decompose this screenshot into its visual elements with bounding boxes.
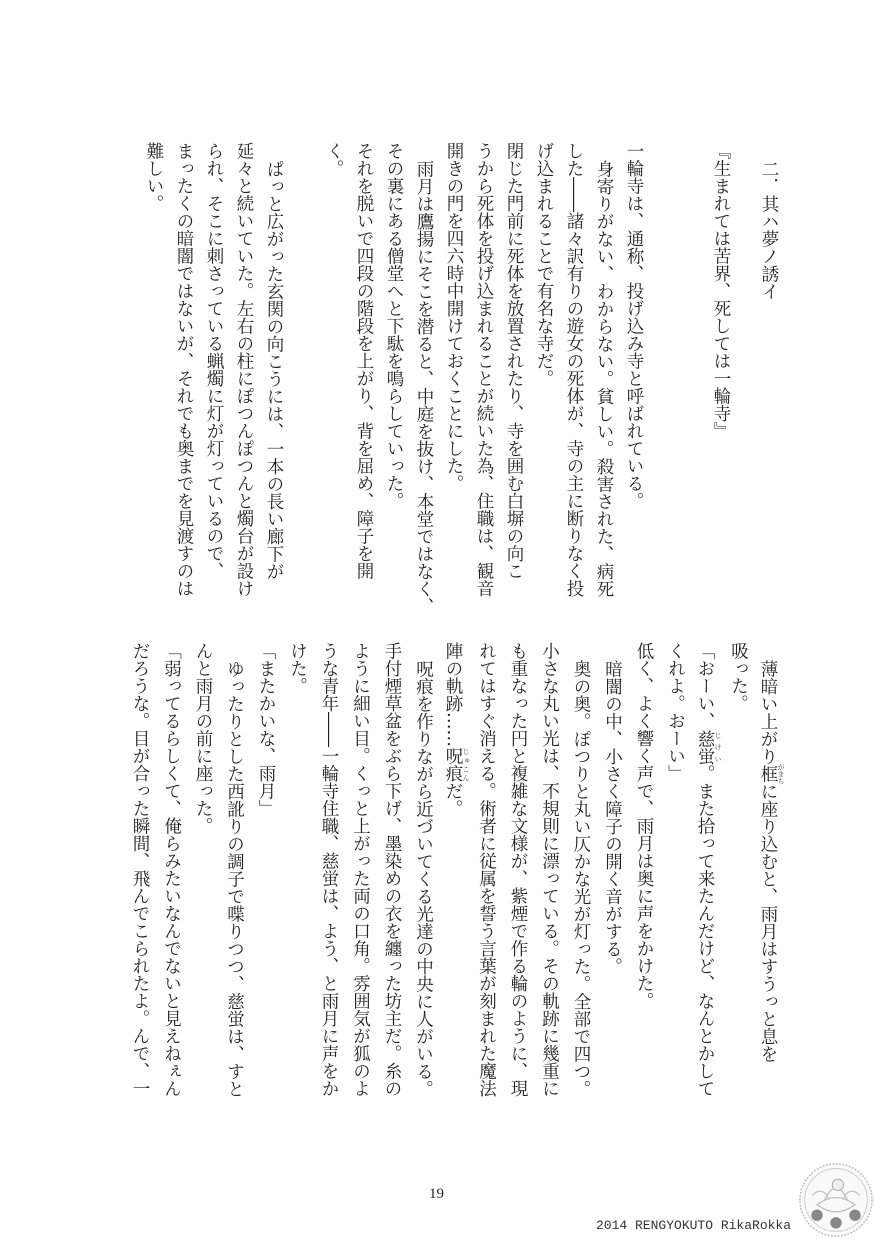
text-segment: 吸った。 [728,642,749,712]
text-line [259,142,289,604]
text-segment: げ込まれることで有名な寺だ。 [534,142,554,387]
text-segment: 奥の奥。ぽつりと丸い仄かな光が灯った。全部で四つ。 [571,659,591,1097]
text-line [409,142,439,615]
text-segment: うから死体を投げ込まれることが続いた為、住職は、観音 [474,142,494,597]
text-line [289,142,319,604]
text-segment: くれよ。おーい」 [665,642,686,782]
text-line [589,142,619,604]
furigana: じけい [714,729,722,765]
text-line [659,642,691,1104]
text-line [407,642,439,1104]
text-line [619,142,649,604]
text-line [722,642,754,1104]
text-segment: 陣の軌跡…… [443,642,463,747]
text-line [469,142,499,604]
text-line [139,142,169,604]
text-segment: 身寄りがない、わからない。貧しい。殺害された、病死 [594,159,614,597]
furigana: じゅこん [462,747,470,782]
text-line [559,142,589,604]
text-line [124,642,156,1104]
text-segment: けた。 [287,642,308,695]
text-segment: 難しい。 [144,142,164,212]
text-line [229,142,259,604]
text-segment: ぱっと広がった玄関の向こうには、一本の長い廊下が [264,159,284,580]
footer-credit: 2014 RENGYOKUTO RikaRokka [596,1218,792,1233]
upper-text-block [139,142,784,615]
text-line [169,142,199,604]
text-segment: 二．其ハ夢ノ誘イ [759,159,779,300]
text-segment: れてはすぐ消える。術者に従属を誓う言葉が刻まれた魔法 [476,642,497,1097]
text-line [439,642,471,1104]
text-line [281,642,313,1104]
text-segment: 。また拾って来たんだけど、なんとかして [695,764,715,1097]
text-line [499,142,529,604]
text-line [628,642,660,1104]
text-segment: うな青年――一輪寺住職、慈蛍は、よう、と雨月に声をか [319,642,339,1097]
chapter-title [754,142,784,604]
text-segment: だろうな。目が合った瞬間、飛んでこられたよ。んで、一 [130,642,150,1097]
text-segment: だ。 [443,782,463,817]
text-line [754,642,786,1104]
text-segment: 雨月は鷹揚にそこを潜ると、中庭を抜け、本堂ではなく、 [414,159,434,615]
text-segment: んと雨月の前に座った。 [193,642,213,835]
text-segment: した――諸々訳有りの遊女の死体が、寺の主に断りなく投 [564,142,584,597]
text-segment: 低く、よく響く声で、雨月は奥に声をかけた。 [634,642,654,1010]
text-line [439,142,469,604]
text-segment: 「おーい、 [695,642,715,730]
text-line [187,642,219,1104]
ruby-text: 呪痕 じゅこん [443,747,470,782]
text-segment: 閉じた門前に死体を放置されたり、寺を囲む白塀の向こ [504,142,524,580]
text-line [199,142,229,604]
text-segment: られ、そこに刺さっている蝋燭に灯が灯っているので、 [204,142,224,580]
text-line [344,642,376,1104]
text-line [502,642,534,1104]
ruby-text: 慈蛍 じけい [695,729,722,765]
text-segment: 一輪寺は、通称、投げ込み寺と呼ばれている。 [624,142,644,510]
text-segment: それを脱いで四段の階段を上がり、背を屈め、障子を開 [354,142,374,580]
text-segment: まったくの暗闇ではないが、それでも奥までを見渡すのは [174,142,194,597]
text-segment: ゆったりとした西訛りの調子で喋りつつ、慈蛍は、すと [224,659,245,1097]
text-segment: 呪痕を作りながら近づいてくる光達の中央に人がいる。 [413,659,434,1097]
text-line [379,142,409,604]
text-line [155,642,187,1104]
text-segment: 「またかいな、雨月」 [256,642,276,817]
text-segment: 「弱ってるらしくて、俺らみたいなんでないと見えねぇん [161,642,182,1097]
lower-text-block [124,642,786,1104]
text-line [691,642,723,1104]
text-line [313,642,345,1104]
text-line [596,642,628,1104]
text-segment: その裏にある僧堂へと下駄を鳴らしていった。 [384,142,404,510]
text-segment: ように細い目。くっと上がった両の口角。雰囲気が狐のよ [350,642,371,1097]
text-line [470,642,502,1104]
section-heading [706,142,736,604]
text-segment: 開きの門を四六時中開けておくことにした。 [444,142,464,492]
ruby-text: 框 がまち [758,762,785,784]
text-segment: 手付煙草盆をぶら下げ、墨染めの衣を纏った坊主だ。糸の [382,642,402,1097]
text-segment [294,142,314,148]
text-line [376,642,408,1104]
text-line [565,642,597,1104]
text-segment: 薄暗い上がり [758,659,778,765]
text-line [533,642,565,1104]
text-segment: も重なった円と複雑な文様が、紫煙で作る輪のように、現 [508,642,528,1097]
text-segment: 暗闇の中、小さく障子の開く音がする。 [602,659,623,975]
circle-seal-logo-icon [798,1162,874,1238]
page-number: 19 [429,1186,444,1202]
text-line [349,142,379,604]
text-line [250,642,282,1104]
text-line [319,142,349,604]
text-line [529,142,559,604]
text-line [218,642,250,1104]
text-segment: 小さな丸い光は、不規則に漂っている。その軌跡に幾重に [539,642,560,1097]
text-segment: 延々と続いていた。左右の柱にぽつんぽつんと燭台が設け [234,142,254,597]
text-segment: に座り込むと、雨月はすうっと息を [758,782,778,1062]
text-segment: 『生まれては苦界、死しては一輪寺』 [711,142,731,440]
furigana: がまち [777,762,785,784]
text-segment: く。 [324,142,344,177]
